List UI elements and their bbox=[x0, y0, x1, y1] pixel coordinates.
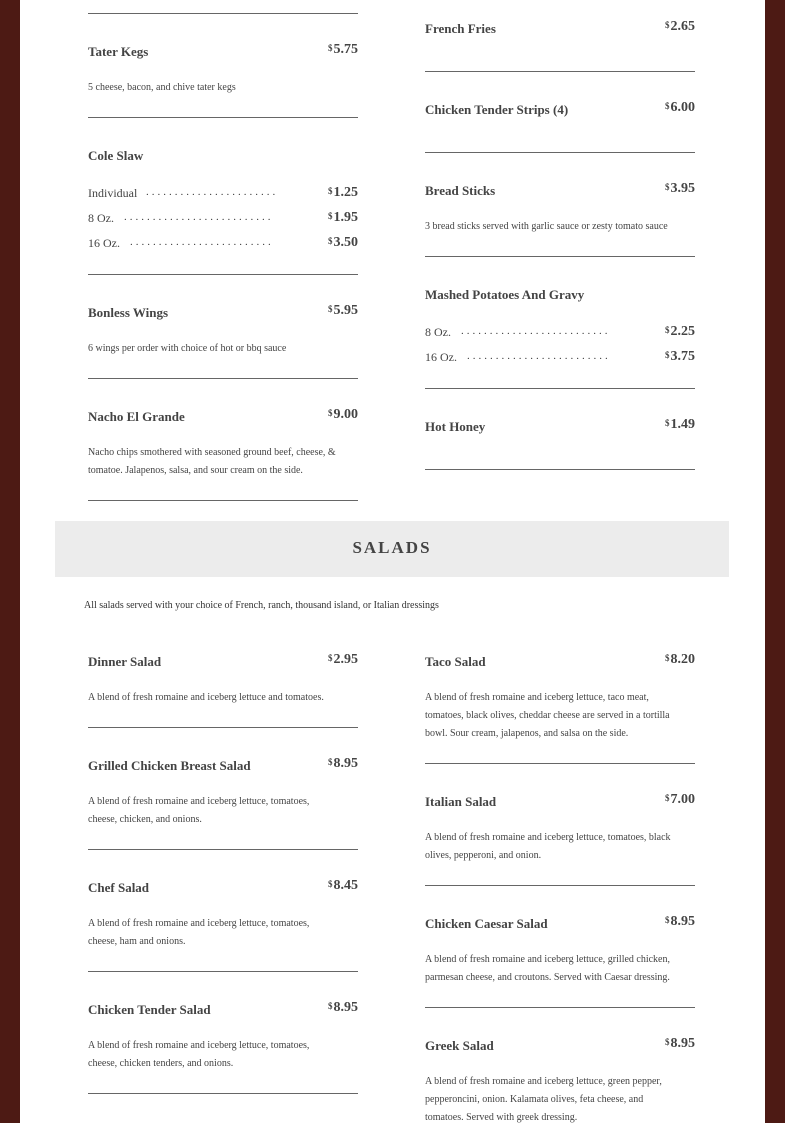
divider bbox=[88, 1093, 358, 1094]
divider bbox=[88, 13, 358, 14]
item-name: Italian Salad bbox=[425, 794, 497, 809]
item-price: $6.00 bbox=[665, 100, 695, 115]
item-name: Chef Salad bbox=[88, 880, 150, 895]
menu-page bbox=[20, 0, 765, 1123]
divider bbox=[88, 971, 358, 972]
item-name: Chicken Tender Strips (4) bbox=[425, 102, 569, 117]
item-name: French Fries bbox=[425, 21, 496, 36]
item-description: A blend of fresh romaine and iceberg lettuce and tomatoes. bbox=[88, 692, 324, 703]
item-description: A blend of fresh romaine and iceberg lettuce, taco meat, tomatoes, black olives, cheddar cheese are served in a tortilla bowl. Sour cream, jalapenos, and salsa on the side. bbox=[425, 692, 670, 739]
item-name: Chicken Caesar Salad bbox=[425, 916, 548, 931]
item-name: Nacho El Grande bbox=[88, 409, 185, 424]
menu-item bbox=[425, 21, 695, 41]
size-option: 8 Oz. .......................... $1.95 bbox=[88, 210, 358, 225]
item-name: Bread Sticks bbox=[425, 183, 496, 198]
item-name: Tater Kegs bbox=[88, 44, 149, 59]
item-name: Mashed Potatoes And Gravy bbox=[425, 287, 585, 302]
size-option: 16 Oz. ......................... $3.50 bbox=[88, 235, 358, 250]
divider bbox=[88, 378, 358, 379]
item-price: $5.95 bbox=[328, 303, 358, 318]
item-name: Grilled Chicken Breast Salad bbox=[88, 758, 251, 773]
menu-item bbox=[425, 1038, 695, 1123]
item-description: A blend of fresh romaine and iceberg lettuce, grilled chicken, parmesan cheese, and croutons. Served with Caesar dressing. bbox=[425, 954, 670, 983]
divider bbox=[88, 117, 358, 118]
item-description: A blend of fresh romaine and iceberg lettuce, green pepper, pepperoncini, onion. Kalamata olives, feta cheese, and tomatoes. Served with greek dressing. bbox=[425, 1076, 662, 1123]
size-option: 8 Oz. .......................... $2.25 bbox=[425, 324, 695, 339]
item-price: $8.20 bbox=[665, 652, 695, 667]
menu-item bbox=[88, 654, 358, 707]
item-description: A blend of fresh romaine and iceberg lettuce, tomatoes, black olives, pepperoni, and onion. bbox=[425, 832, 671, 861]
divider bbox=[88, 727, 358, 728]
divider bbox=[425, 1007, 695, 1008]
menu-item bbox=[425, 794, 695, 865]
menu-item bbox=[425, 102, 695, 122]
menu-item bbox=[425, 654, 695, 743]
divider bbox=[425, 885, 695, 886]
item-price: $5.75 bbox=[328, 42, 358, 57]
menu-item bbox=[88, 758, 358, 829]
item-name: Taco Salad bbox=[425, 654, 486, 669]
section-title: SALADS bbox=[352, 538, 432, 557]
menu-item bbox=[425, 916, 695, 987]
divider bbox=[425, 469, 695, 470]
menu-item bbox=[88, 880, 358, 951]
menu-item bbox=[88, 305, 358, 358]
item-description: Nacho chips smothered with seasoned ground beef, cheese, & tomatoe. Jalapenos, salsa, and sour cream on the side. bbox=[88, 447, 336, 476]
divider bbox=[425, 763, 695, 764]
item-name: Bonless Wings bbox=[88, 305, 169, 320]
menu-item bbox=[425, 287, 695, 375]
item-price: $3.95 bbox=[665, 181, 695, 196]
item-name: Hot Honey bbox=[425, 419, 486, 434]
item-name: Cole Slaw bbox=[88, 148, 144, 163]
item-price: $8.95 bbox=[665, 914, 695, 929]
divider bbox=[425, 388, 695, 389]
item-description: A blend of fresh romaine and iceberg lettuce, tomatoes, cheese, ham and onions. bbox=[88, 918, 310, 947]
menu-item bbox=[425, 419, 695, 439]
divider bbox=[425, 152, 695, 153]
item-price: $8.45 bbox=[328, 878, 358, 893]
item-price: $8.95 bbox=[328, 1000, 358, 1015]
divider bbox=[425, 256, 695, 257]
divider bbox=[88, 849, 358, 850]
menu-item bbox=[88, 409, 358, 480]
item-price: $8.95 bbox=[665, 1036, 695, 1051]
item-price: $9.00 bbox=[328, 407, 358, 422]
item-price: $2.65 bbox=[665, 19, 695, 34]
item-description: 5 cheese, bacon, and chive tater kegs bbox=[88, 82, 236, 93]
divider bbox=[425, 71, 695, 72]
menu-item bbox=[425, 183, 695, 236]
item-name: Greek Salad bbox=[425, 1038, 494, 1053]
item-description: 3 bread sticks served with garlic sauce or zesty tomato sauce bbox=[425, 221, 668, 232]
menu-item bbox=[88, 44, 358, 97]
item-price: $8.95 bbox=[328, 756, 358, 771]
menu-item bbox=[88, 148, 358, 261]
size-option: 16 Oz. ......................... $3.75 bbox=[425, 349, 695, 364]
item-price: $1.49 bbox=[665, 417, 695, 432]
menu-item bbox=[88, 1002, 358, 1073]
section-note: All salads served with your choice of French, ranch, thousand island, or Italian dressings bbox=[84, 600, 439, 611]
section-header-salads bbox=[55, 521, 729, 577]
item-price: $7.00 bbox=[665, 792, 695, 807]
divider bbox=[88, 274, 358, 275]
item-name: Chicken Tender Salad bbox=[88, 1002, 211, 1017]
size-option: Individual ....................... $1.25 bbox=[88, 185, 358, 200]
divider bbox=[88, 500, 358, 501]
item-description: A blend of fresh romaine and iceberg lettuce, tomatoes, cheese, chicken, and onions. bbox=[88, 796, 310, 825]
item-description: A blend of fresh romaine and iceberg lettuce, tomatoes, cheese, chicken tenders, and onions. bbox=[88, 1040, 310, 1069]
item-description: 6 wings per order with choice of hot or bbq sauce bbox=[88, 343, 287, 354]
item-name: Dinner Salad bbox=[88, 654, 162, 669]
item-price: $2.95 bbox=[328, 652, 358, 667]
